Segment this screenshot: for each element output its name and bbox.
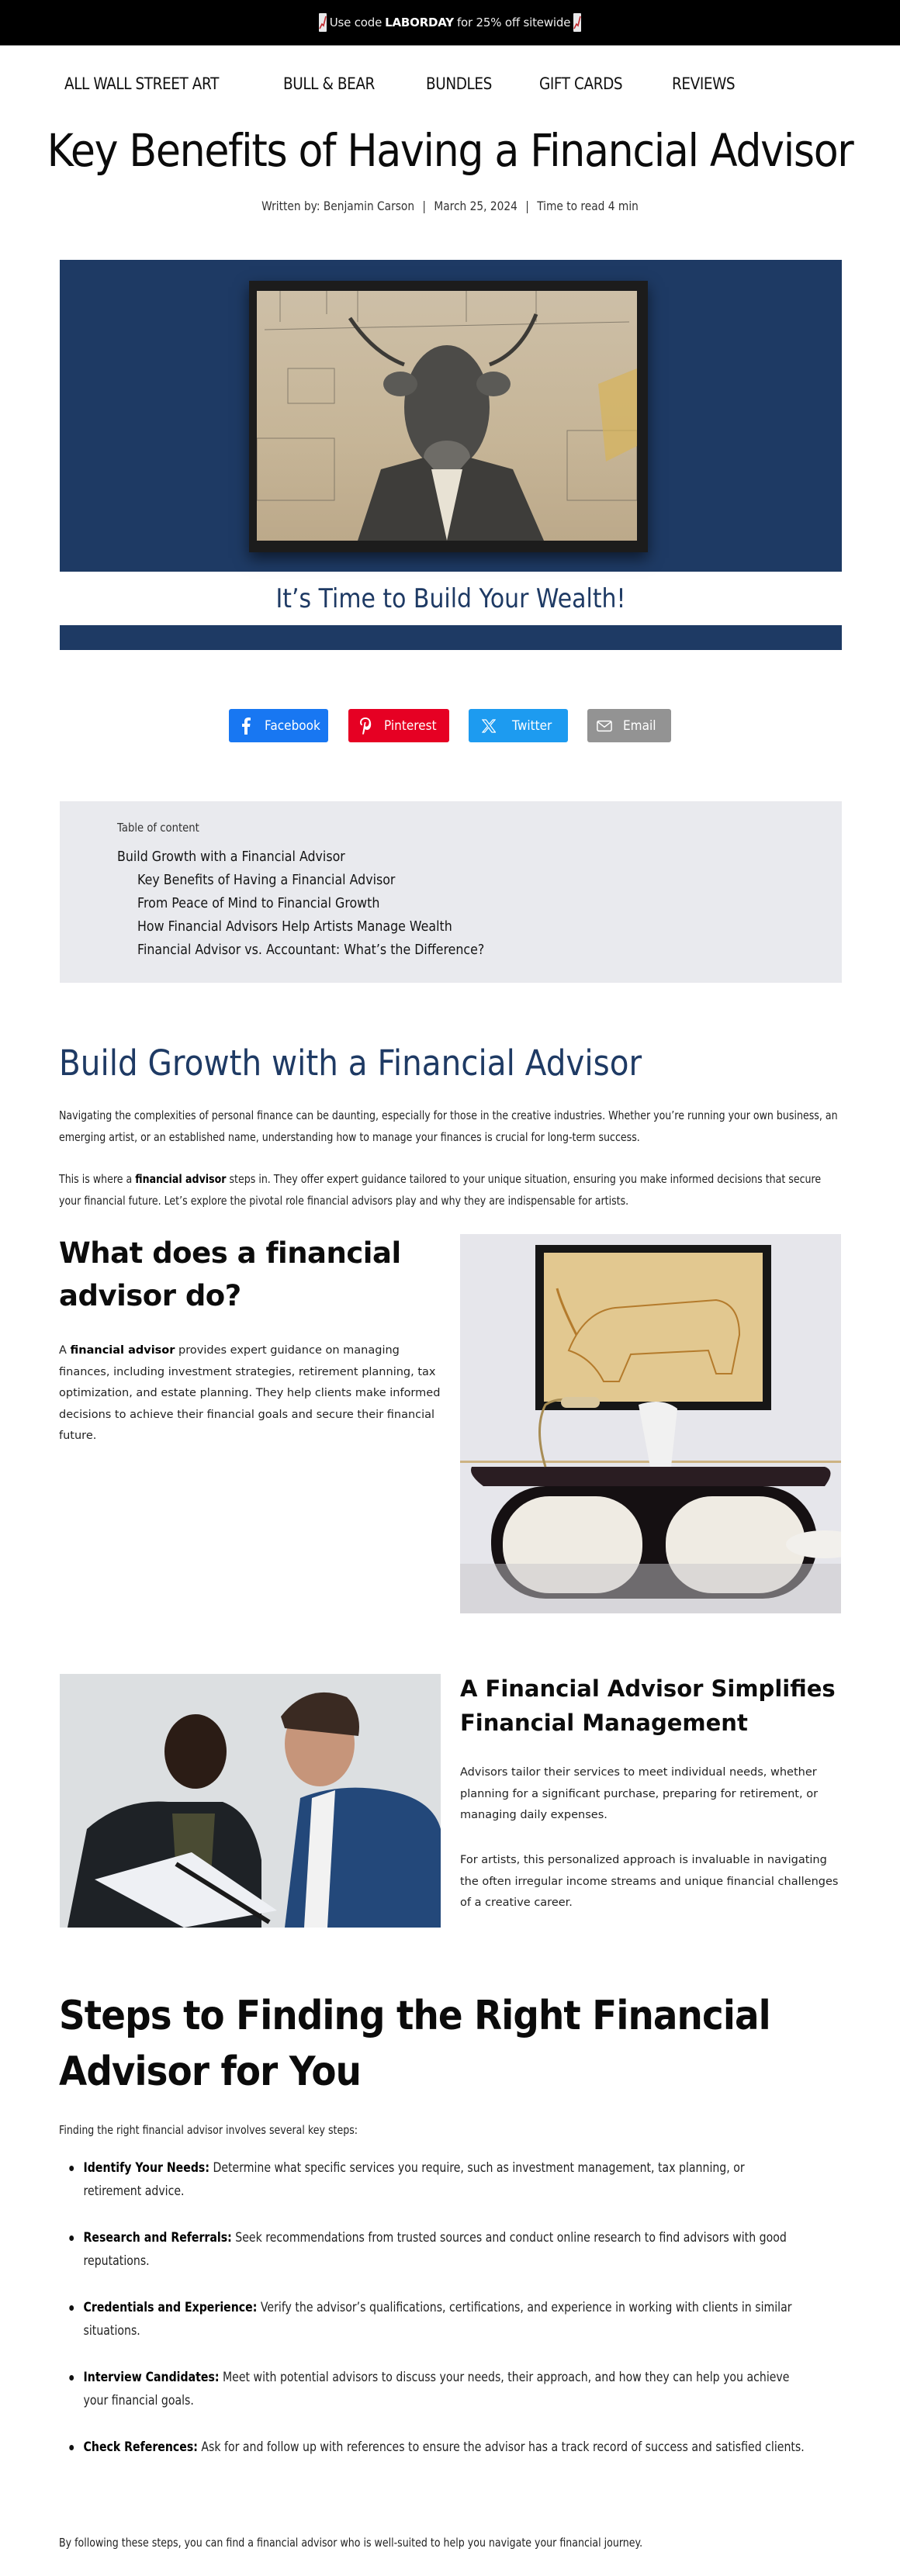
steps-intro: Finding the right financial advisor involves several key steps: <box>59 2123 358 2137</box>
email-icon <box>597 718 612 734</box>
step-title: Research and Referrals: <box>83 2230 232 2246</box>
intro-paragraph: Navigating the complexities of personal finance can be daunting, especially for those in the creative industries. Whether you’re running your own business, an emerging artist, or an established name, understanding how to manage your finances is crucial for long-term success. <box>59 1108 838 1144</box>
nav-item-bundles[interactable]: BUNDLES <box>426 74 492 93</box>
nav-item-bull-and-bear[interactable]: BULL & BEAR <box>283 74 375 93</box>
share-label: Facebook <box>265 717 320 734</box>
toc-item[interactable]: How Financial Advisors Help Artists Manage Wealth <box>137 918 452 935</box>
chart-increasing-icon <box>573 13 581 32</box>
byline-separator: | <box>525 199 529 213</box>
share-label: Email <box>623 717 656 734</box>
step-title: Identify Your Needs: <box>83 2160 209 2176</box>
toc-item[interactable]: From Peace of Mind to Financial Growth <box>137 895 380 911</box>
toc-item[interactable]: Financial Advisor vs. Accountant: What’s the Difference? <box>137 942 485 958</box>
text: This is where a <box>59 1172 133 1186</box>
step-text: Verify the advisor’s qualifications, certifications, and experience in working with clients in similar situations. <box>83 2300 792 2339</box>
step-text: Seek recommendations from trusted sources and conduct online research to find advisors with good reputations. <box>83 2230 787 2269</box>
framed-artwork <box>249 281 648 552</box>
table-of-contents <box>60 801 842 983</box>
main-nav <box>0 68 900 99</box>
hero-banner[interactable] <box>60 260 842 650</box>
promo-suffix: for 25% off sitewide <box>456 16 571 29</box>
bold-text: financial advisor <box>70 1344 175 1357</box>
nav-item-gift-cards[interactable]: GIFT CARDS <box>539 74 623 93</box>
bold-text: financial advisor <box>135 1172 227 1186</box>
list-item <box>59 2436 806 2459</box>
share-label: Twitter <box>512 717 552 734</box>
section-heading-steps: Steps to Finding the Right Financial Advisor for You <box>59 1993 770 2095</box>
nav-item-reviews[interactable]: REVIEWS <box>672 74 736 93</box>
step-title: Check References: <box>83 2439 198 2455</box>
advisor-role-paragraph <box>59 1340 447 1447</box>
list-item <box>59 2296 806 2343</box>
list-item <box>59 2226 806 2273</box>
promo-code: LABORDAY <box>385 16 454 29</box>
office-bull-artwork-image <box>460 1234 841 1613</box>
text: steps in. They offer expert guidance tailored to your unique situation, ensuring you make informed decisions that secure your financial future. Let’s explore the pivotal role financial advisors play and why they are indispensable for artists. <box>59 1172 822 1208</box>
tailor-services-paragraph: Advisors tailor their services to meet individual needs, whether planning for a significant purchase, preparing for retirement, or managing daily expenses. <box>460 1766 819 1821</box>
hero-background <box>60 260 842 572</box>
share-pinterest-button[interactable] <box>348 709 449 742</box>
section-heading-simplifies-management: A Financial Advisor Simplifies Financial Management <box>460 1675 836 1736</box>
byline-separator: | <box>422 199 426 213</box>
step-text: Ask for and follow up with references to ensure the advisor has a track record of success and satisfied clients. <box>201 2439 805 2455</box>
byline-date: March 25, 2024 <box>434 199 518 213</box>
share-email-button[interactable] <box>587 709 671 742</box>
step-title: Credentials and Experience: <box>83 2300 258 2315</box>
nav-item-all-wall-street-art[interactable]: ALL WALL STREET ART <box>64 74 219 93</box>
promo-bar <box>0 0 900 46</box>
list-item <box>59 2156 806 2203</box>
x-twitter-icon <box>481 718 497 734</box>
toc-item[interactable]: Build Growth with a Financial Advisor <box>117 849 345 865</box>
section-heading-what-does-advisor-do: What does a financial advisor do? <box>59 1236 401 1312</box>
section-heading-build-growth: Build Growth with a Financial Advisor <box>59 1043 642 1084</box>
text: A <box>59 1344 67 1357</box>
share-twitter-button[interactable] <box>469 709 568 742</box>
two-businessmen-reviewing-documents-image <box>60 1674 441 1928</box>
byline-read-time: Time to read 4 min <box>537 199 639 213</box>
list-item <box>59 2366 806 2412</box>
artists-approach-paragraph: For artists, this personalized approach is invaluable in navigating the often irregular income streams and unique financial challenges of a creative career. <box>460 1854 839 1909</box>
steps-outro: By following these steps, you can find a financial advisor who is well-suited to help you navigate your financial journey. <box>59 2536 643 2550</box>
chart-increasing-icon <box>319 13 327 32</box>
pinterest-icon <box>358 718 373 734</box>
toc-item[interactable]: Key Benefits of Having a Financial Advisor <box>137 872 396 888</box>
share-facebook-button[interactable] <box>229 709 328 742</box>
bull-businessman-painting <box>257 291 637 541</box>
byline <box>63 197 837 216</box>
step-text: Determine what specific services you require, such as investment management, tax planning, or retirement advice. <box>83 2160 745 2199</box>
text: provides expert guidance on managing finances, including investment strategies, retirement planning, tax optimization, and estate planning. They help clients make informed decisions to achieve their financial goals and secure their financial future. <box>59 1344 441 1442</box>
step-title: Interview Candidates: <box>83 2370 220 2385</box>
toc-label: Table of content <box>117 821 199 835</box>
page-title: Key Benefits of Having a Financial Advisor <box>47 124 853 177</box>
hero-tagline: It’s Time to Build Your Wealth! <box>275 583 626 614</box>
share-label: Pinterest <box>384 717 437 734</box>
advisor-paragraph <box>59 1168 841 1212</box>
facebook-icon <box>238 718 254 734</box>
step-text: Meet with potential advisors to discuss your needs, their approach, and how they can help you achieve your financial goals. <box>83 2370 790 2408</box>
hero-bottom-strip <box>60 625 842 650</box>
promo-prefix: Use code <box>329 16 382 29</box>
byline-author: Written by: Benjamin Carson <box>261 199 415 213</box>
